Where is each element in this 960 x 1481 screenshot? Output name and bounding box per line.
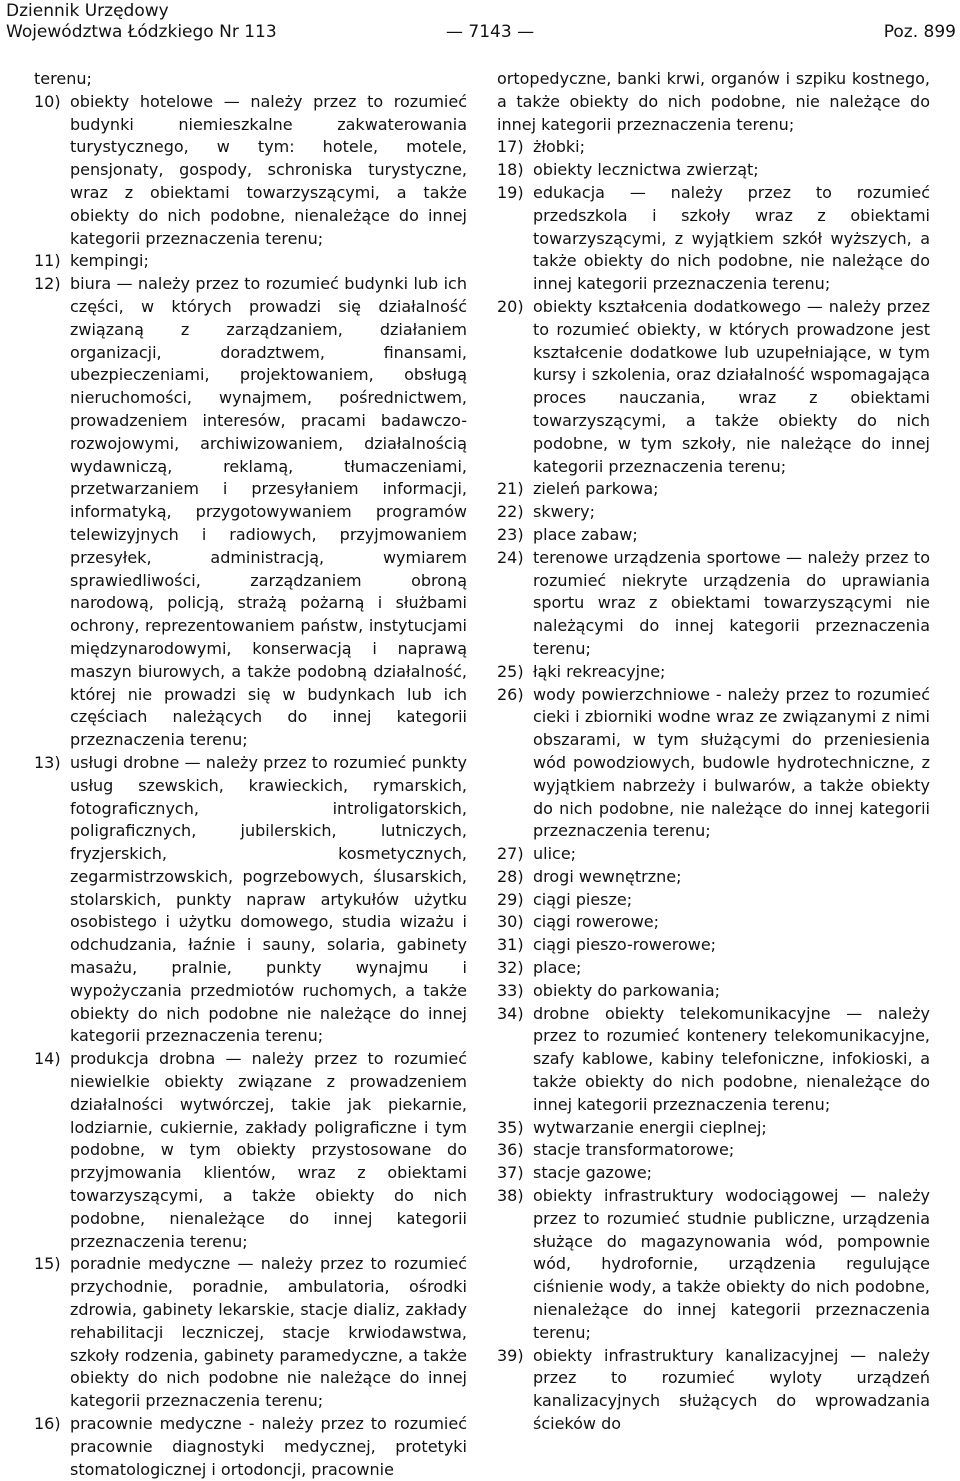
item-text: drogi wewnętrzne; [533,866,682,886]
item-text: edukacja — należy przez to rozumieć przedszkola i szkoły wraz z obiektami towarzyszącymi, z wyjątkiem szkół wyższych, a także obiekty do nich podobne, nie należące do innej kategorii przeznaczenia terenu; [533,182,930,294]
item-text: ciągi piesze; [533,889,633,909]
item-number: 15) [34,1254,61,1274]
list-item [497,547,930,661]
item-number: 20) [497,296,524,316]
item-text: poradnie medyczne — należy przez to rozumieć przychodnie, poradnie, ambulatoria, ośrodki zdrowia, gabinety lekarskie, stacje dializ, zakłady rehabilitacji leczniczej, stacje krwiodawstwa, szkoły rodzenia, gabinety paramedyczne, a także obiekty do nich podobne nie należące do innej kategorii przeznaczenia terenu; [70,1254,467,1411]
item-number: 19) [497,182,524,202]
item-text: obiekty infrastruktury kanalizacyjnej — należy przez to rozumieć wyloty urządzeń kanalizacyjnych służących do wprowadzania ścieków do [533,1345,930,1434]
journal-subtitle: Województwa Łódzkiego Nr 113 [6,22,277,42]
list-item [497,684,930,844]
item-text: wytwarzanie energii cieplnej; [533,1117,767,1137]
item-text: place zabaw; [533,524,638,544]
list-item [497,182,930,296]
list-item [497,159,930,182]
item-text: łąki rekreacyjne; [533,661,666,681]
list-item [34,68,467,91]
list-item [34,1048,467,1253]
item-text: obiekty hotelowe — należy przez to rozumieć budynki niemieszkalne zakwaterowania turystycznego, w tym: hotele, motele, pensjonaty, gospody, schroniska turystyczne, wraz z obiektami towarzyszącymi, a także obiekty do nich podobne, nienależące do innej kategorii przeznaczenia terenu; [70,91,467,248]
list-item [34,752,467,1048]
list-item [34,250,467,273]
item-text: skwery; [533,502,595,522]
list-item [497,1117,930,1140]
list-item [34,91,467,251]
item-text: ciągi pieszo-rowerowe; [533,935,717,955]
list-item [497,980,930,1003]
item-number: 38) [497,1186,524,1206]
item-number: 36) [497,1140,524,1160]
list-item [497,934,930,957]
item-text: ciągi rowerowe; [533,912,660,932]
item-number: 26) [497,684,524,704]
item-text: ulice; [533,844,577,864]
item-number: 24) [497,547,524,567]
right-column [497,68,930,1436]
item-number: 29) [497,889,524,909]
list-item [497,911,930,934]
left-column [34,68,467,1481]
item-number: 18) [497,160,524,180]
item-number: 12) [34,274,61,294]
list-item [497,1345,930,1436]
item-text: drobne obiekty telekomunikacyjne — należy przez to rozumieć kontenery telekomunikacyjne, szafy kablowe, kabiny telefoniczne, infokioski, a także obiekty do nich podobne, nienależące do innej kategorii przeznaczenia terenu; [533,1003,930,1114]
item-text: zieleń parkowa; [533,479,659,499]
item-number: 32) [497,958,524,978]
item-text: terenu; [34,69,92,88]
list-item [497,296,930,478]
list-item [497,866,930,889]
item-number: 22) [497,502,524,522]
item-number: 31) [497,935,524,955]
item-text: place; [533,958,582,978]
list-item [497,501,930,524]
item-number: 34) [497,1003,524,1023]
page-header [6,0,956,46]
item-number: 39) [497,1345,524,1365]
item-text: wody powierzchniowe - należy przez to rozumieć cieki i zbiorniki wodne wraz ze związanymi z nimi obszarami, w tym służącymi do przeniesienia wód powodziowych, budowle hydrotechniczne, z wyjątkiem nabrzeży i bulwarów, a także obiekty do nich podobne, nie należące do innej kategorii przeznaczenia terenu; [533,684,930,841]
journal-title: Dziennik Urzędowy [6,1,169,21]
item-number: 23) [497,524,524,544]
item-text: obiekty lecznictwa zwierząt; [533,160,759,180]
item-number: 27) [497,844,524,864]
list-item [497,524,930,547]
item-text: obiekty infrastruktury wodociągowej — należy przez to rozumieć studnie publiczne, urządzenia służące do magazynowania wód, pompownie wód, hydrofornie, urządzenia regulujące ciśnienie wody, a także obiekty do nich podobne, nienależące do innej kategorii przeznaczenia terenu; [533,1186,930,1342]
list-item [34,1413,467,1481]
item-number: 16) [34,1414,61,1434]
item-text: pracownie medyczne - należy przez to rozumieć pracownie diagnostyki medycznej, protetyki stomatologicznej i ortodoncji, pracownie [70,1414,467,1479]
item-text: stacje transformatorowe; [533,1140,735,1160]
position-number: Poz. 899 [883,22,956,42]
item-number: 13) [34,752,61,772]
item-text: kempingi; [70,251,149,271]
list-item [497,136,930,159]
item-number: 25) [497,661,524,681]
item-number: 37) [497,1163,524,1183]
list-item [497,1003,930,1117]
item-text: żłobki; [533,137,585,157]
item-text: stacje gazowe; [533,1163,653,1183]
item-number: 17) [497,137,524,157]
page-number: — 7143 — [446,22,535,42]
item-number: 30) [497,912,524,932]
list-item [497,843,930,866]
item-number: 21) [497,479,524,499]
item-text: terenowe urządzenia sportowe — należy przez to rozumieć niekryte urządzenia do uprawiania sportu wraz z obiektami towarzyszącymi nie należącymi do innej kategorii przeznaczenia terenu; [533,547,930,658]
list-item [34,1253,467,1413]
item-text: ortopedyczne, banki krwi, organów i szpiku kostnego, a także obiekty do nich podobne, nie należące do innej kategorii przeznaczenia terenu; [497,69,930,134]
item-text: biura — należy przez to rozumieć budynki lub ich części, w których prowadzi się działalność związaną z zarządzaniem, działaniem organizacji, doradztwem, finansami, ubezpieczeniami, projektowaniem, obsługą nieruchomości, wynajmem, pośrednictwem, prowadzeniem interesów, pracami badawczo-rozwojowymi, archiwizowaniem, działalnością wydawniczą, reklamą, tłumaczeniami, przetwarzaniem i przesyłaniem informacji, informatyką, przygotowywaniem programów telewizyjnych i radiowych, przyjmowaniem przesyłek, administracją, wymiarem sprawiedliwości, zarządzaniem obroną narodową, policją, strażą pożarną i służbami ochrony, reprezentowaniem państw, instytucjami międzynarodowymi, konserwacją i naprawą maszyn biurowych, a także podobną działalność, której nie prowadzi się w budynkach lub ich częściach należących do innej kategorii przeznaczenia terenu; [70,274,467,750]
item-number: 33) [497,980,524,1000]
list-item [497,889,930,912]
list-item [497,1162,930,1185]
list-item [497,957,930,980]
list-item [497,661,930,684]
item-number: 11) [34,251,61,271]
item-number: 10) [34,91,61,111]
item-text: usługi drobne — należy przez to rozumieć punkty usług szewskich, krawieckich, rymarskich, fotograficznych, introligatorskich, poligraficznych, jubilerskich, lutniczych, fryzjerskich, kosmetycznych, zegarmistrzowskich, pogrzebowych, ślusarskich, stolarskich, punkty napraw artykułów użytku osobistego i użytku domowego, studia wizażu i odchudzania, łaźnie i sauny, solaria, gabinety masażu, pralnie, punkty wynajmu i wypożyczania przedmiotów ruchomych, a także obiekty do nich podobne nie należące do innej kategorii przeznaczenia terenu; [70,752,467,1046]
list-item [497,1139,930,1162]
list-item [497,68,930,136]
item-text: obiekty kształcenia dodatkowego — należy przez to rozumieć obiekty, w których prowadzone jest kształcenie dodatkowe lub uzupełniające, w tym kursy i szkolenia, oraz działalność wspomagająca proces nauczania, wraz z obiektami towarzyszącymi, a także obiekty do nich podobne, w tym szkoły, nie należące do innej kategorii przeznaczenia terenu; [533,296,930,476]
item-number: 35) [497,1117,524,1137]
item-number: 28) [497,866,524,886]
list-item [34,273,467,752]
list-item [497,478,930,501]
item-number: 14) [34,1049,61,1069]
list-item [497,1185,930,1345]
item-text: produkcja drobna — należy przez to rozumieć niewielkie obiekty związane z prowadzeniem działalności wytwórczej, takie jak piekarnie, lodziarnie, cukiernie, zakłady poligraficzne i tym podobne, w tym obiekty przystosowane do przyjmowania klientów, wraz z obiektami towarzyszącymi, a także obiekty do nich podobne, nienależące do innej kategorii przeznaczenia terenu; [70,1049,467,1251]
item-text: obiekty do parkowania; [533,980,721,1000]
